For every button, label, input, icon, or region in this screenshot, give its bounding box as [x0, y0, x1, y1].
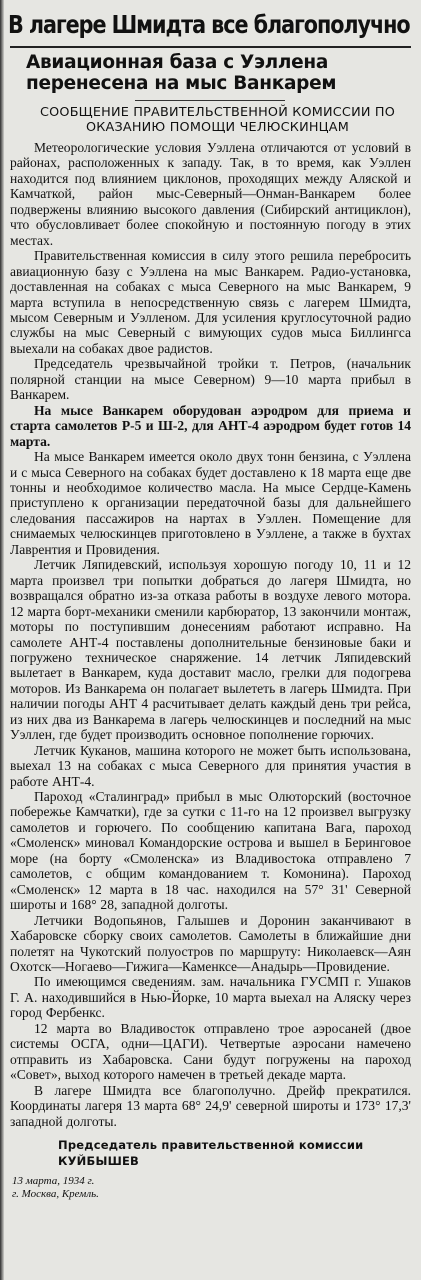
article-paragraph: Летчики Водопьянов, Галышев и Доронин заканчивают в Хабаровске сборку своих самолетов. Самолеты в ближайшие дни полетят на Чукотский полуостров по маршруту: Николаевск—Аян Охотск—Ногаево—Гижига—Каменксе—Анадырь—Провидение.: [10, 912, 411, 975]
article-headline: В лагере Шмидта все благополучно: [8, 10, 410, 39]
article-body: [10, 140, 411, 1129]
article-paragraph: По имеющимся сведениям. зам. начальника ГУСМП г. Ушаков Г. А. находившийся в Нью-Йорке, 10 марта выехал на Аляску через город Фербенкс.: [10, 974, 411, 1021]
date-text: 13 марта, 1934 г.: [12, 1175, 95, 1187]
article-paragraph: Председатель чрезвычайной тройки т. Петров, (начальник полярной станции на мысе Северном) 9—10 марта прибыл в Ванкарем.: [10, 356, 411, 403]
article-paragraph: На мысе Ванкарем оборудован аэродром для приема и старта самолетов Р-5 и Ш-2, для АНТ-4 аэродром будет готов 14 марта.: [10, 402, 411, 449]
article-paragraph: Пароход «Сталинград» прибыл в мыс Олюторский (восточное побережье Камчатки), где за сутки с 11-го на 12 произвел выгрузку самолетов и горючего. По сообщению капитана Вага, пароход «Смоленск» миновал Командорские острова и вышел в Беринговое море (на борту «Смоленска» из Владивостока отправлено 7 самолетов, с общим командованием т. Комонина). Пароход «Смоленск» 12 марта в 18 час. находился на 57° 31' Северной широты и 168° 28, западной долготы.: [10, 789, 411, 913]
article-paragraph: В лагере Шмидта все благополучно. Дрейф прекратился. Координаты лагеря 13 марта 68° 24,9' северной широты и 173° 17,3' западной долготы.: [10, 1082, 411, 1129]
signature-line: Председатель правительственной комиссии КУЙБЫШЕВ: [58, 1138, 364, 1168]
article-paragraph: Летчик Ляпидевский, используя хорошую погоду 10, 11 и 12 марта произвел три попытки добраться до лагеря Шмидта, но возвращался обратно из-за отказа работы в воздухе левого мотора. 12 марта борт-механики сменили карбюратор, 13 закончили монтаж, моторы по поступившим донесениям работают исправно. На самолете АНТ-4 поставлены дополнительные бензиновые баки и погружено техническое снаряжение. 14 летчик Ляпидевский вылетает в Ванкарем, куда доставит масло, грелки для подогрева моторов. Из Ванкарема он полагает вылететь в лагерь Шмидта. При наличии погоды АНТ 4 расчитывает делать каждый день три рейса, из них два из Ванкарема в лагерь челюскинцев и последний на мыс Уэллен, где будет производить основное пополнение горючих.: [10, 557, 411, 743]
headline-rule: [10, 46, 411, 48]
official-statement-title: СООБЩЕНИЕ ПРАВИТЕЛЬСТВЕННОЙ КОМИССИИ ПО ОКАЗАНИЮ ПОМОЩИ ЧЕЛЮСКИНЦАМ: [40, 105, 395, 135]
article-paragraph: Метеорологические условия Уэллена отличаются от условий в районах, расположенных к западу. Так, в то время, как Уэллен находится под влиянием циклонов, проходящих между Аляской и Камчаткой, район мыс-Северный—Онман-Ванкарем более подвержены влиянию высокого давления (Сибирский антициклон), что обусловливает более спокойную и постоянную погоду в этих местах.: [10, 140, 411, 248]
date-line: [12, 1175, 411, 1201]
page-edge-shadow: [0, 0, 4, 1280]
article-paragraph: Летчик Куканов, машина которого не может быть использована, выехал 13 на собаках с мыса Северного для принятия участия в работе АНТ-4.: [10, 742, 411, 789]
article-paragraph: Правительственная комиссия в силу этого решила перебросить авиационную базу с Уэллена на мыс Ванкарем. Радио-установка, доставленная на собаках с мыса Северного на мыс Ванкарем, 9 марта вступила в непосредственную связь с лагерем Шмидта, мысом Северным и Уэлленом. Для усиления круглосуточной радио службы на мыс Северный с вимующих судов мыса Биллингса выехали на собаках двое радистов.: [10, 248, 411, 356]
article-paragraph: 12 марта во Владивосток отправлено трое аэросаней (двое системы ОСГА, одни—ЦАГИ). Четвертые аэросани намечено отправить из Хабаровска. Сани будут погружены на пароход «Совет», выход которого намечен в третьей декаде марта.: [10, 1020, 411, 1083]
section-divider: [135, 100, 285, 101]
article-subhead: Авиационная база с Уэллена перенесена на мыс Ванкарем: [26, 52, 337, 94]
place-text: г. Москва, Кремль.: [12, 1188, 99, 1200]
article-paragraph: На мысе Ванкарем имеется около двух тонн бензина, с Уэллена и с мыса Северного на собаках будет доставлено к 18 марта еще две тонны и необходимое количество масла. На мысе Сердце-Камень приступлено к организации передаточной базы для дальнейшего следования пассажиров на нартах в Уэллен. Помещение для снимаемых челюскинцев приготовлено в Уэллене, а также в бухтах Лаврентия и Провидения.: [10, 449, 411, 557]
